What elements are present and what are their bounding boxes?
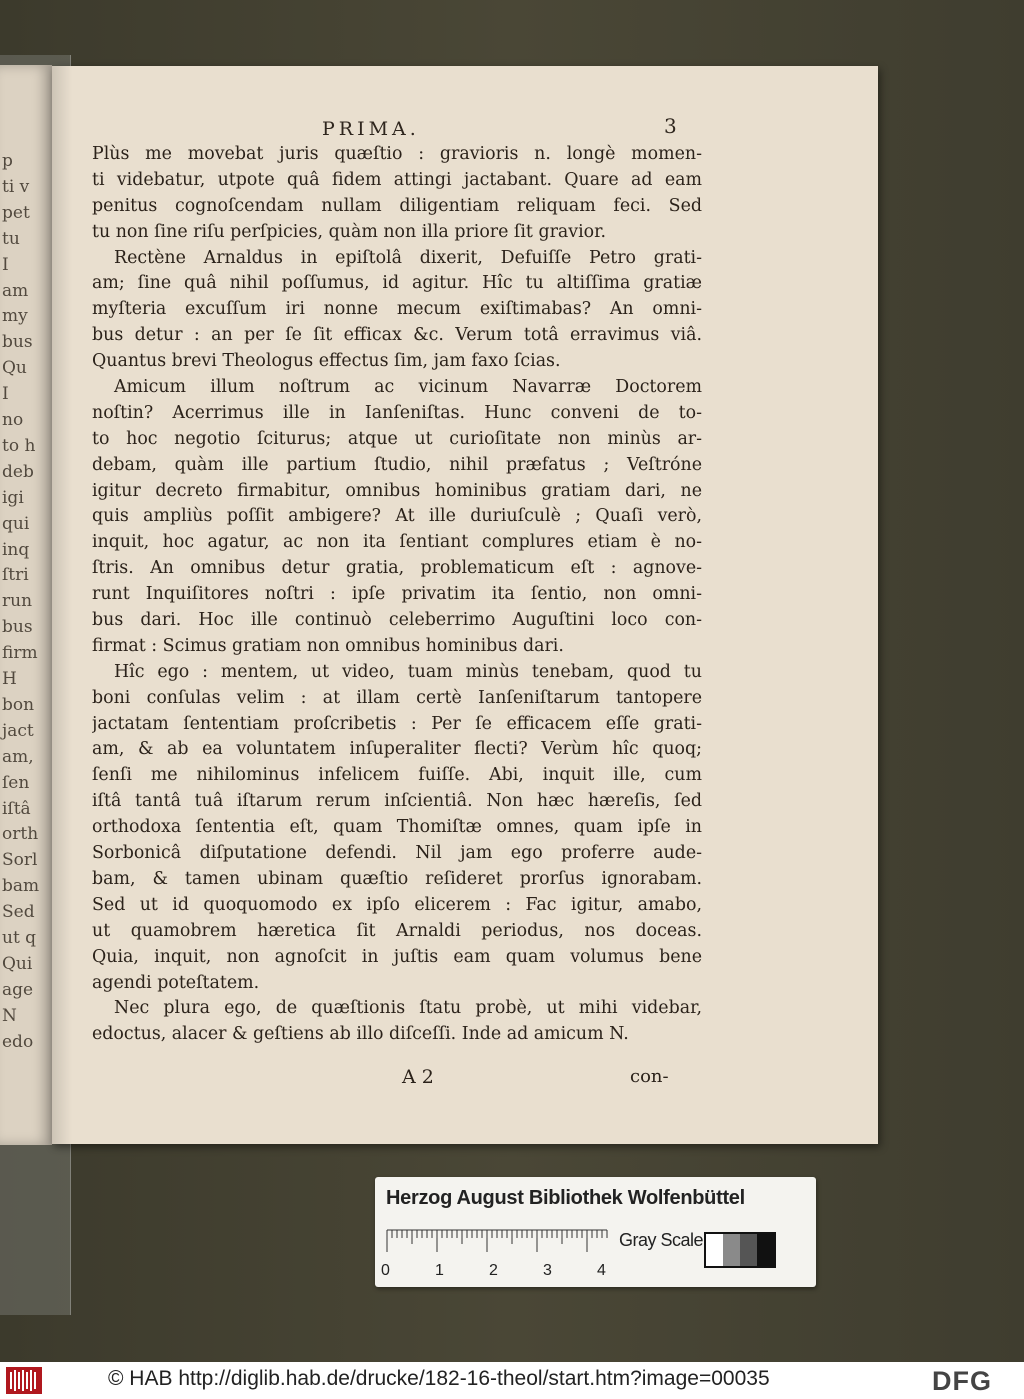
- facing-page-fragment: Sorl: [2, 850, 38, 871]
- facing-page-fragment: deb: [2, 461, 34, 482]
- ruler-number: 4: [597, 1262, 606, 1279]
- text-line: am; ſine quâ nihil poſſumus, id agitur. Hîc tu altiſſima gratiæ: [92, 273, 702, 294]
- facing-page-fragment: iſtâ: [2, 798, 31, 819]
- gray-scale-swatches: [704, 1232, 776, 1268]
- facing-page-fragment: orth: [2, 824, 39, 845]
- text-line: bam, & tamen ubinam quæſtio reſideret prorſus ignorabam.: [92, 868, 702, 889]
- library-name: Herzog August Bibliothek Wolfenbüttel: [386, 1187, 745, 1209]
- facing-page-fragment: age: [2, 979, 34, 1000]
- facing-page-fragment: bon: [2, 694, 35, 715]
- facing-page-fragment: I: [2, 254, 9, 275]
- facing-page-edge: [0, 65, 52, 1145]
- facing-page-fragment: my: [2, 306, 28, 327]
- text-line: am, & ab ea voluntatem inſuperaliter flecti? Verùm hîc quoq;: [92, 739, 702, 760]
- facing-page-fragment: bam: [2, 876, 40, 897]
- facing-page-fragment: H: [2, 669, 17, 689]
- text-line: Amicum illum noſtrum ac vicinum Navarræ Doctorem: [114, 377, 702, 398]
- facing-page-fragment: Qui: [2, 953, 33, 974]
- facing-page-fragment: I: [2, 384, 9, 405]
- text-line: Plùs me movebat juris quæſtio : gravioris n. longè momen-: [92, 144, 702, 164]
- facing-page-fragment: to h: [2, 435, 36, 456]
- text-line: inquit, hoc agatur, ac non ita ſentiant complures etiam è no-: [92, 532, 702, 553]
- hab-logo-icon: [6, 1367, 42, 1394]
- text-line: jactatam ſententiam proſcribetis : Per ſe efficacem eſſe grati-: [92, 713, 702, 734]
- facing-page-fragment: run: [2, 591, 33, 612]
- facing-page-fragment: no: [2, 410, 24, 430]
- facing-page-fragment: qui: [2, 513, 30, 534]
- facing-page-fragment: ſtri: [2, 565, 29, 586]
- text-line: igitur decreto firmabitur, omnibus hominibus gratiam dari, ne: [92, 480, 702, 501]
- facing-page-fragment: Sed: [2, 902, 35, 923]
- text-line: bus dari. Hoc ille continuò celeberrimo Auguſtini loco con-: [92, 610, 702, 631]
- text-line: ut quamobrem hæretica ſit Arnaldi periodus, nos doceas.: [92, 920, 702, 941]
- ruler-number: 1: [435, 1262, 444, 1279]
- text-line: orthodoxa ſententia eſt, quam Thomiſtæ omnes, quam ipſe in: [92, 817, 702, 838]
- running-head: PRIMA.: [322, 118, 420, 140]
- facing-page-fragment: ſen: [2, 772, 30, 793]
- facing-page-fragment: bus: [2, 617, 33, 638]
- catchword: con-: [630, 1066, 669, 1087]
- text-line: myſteria excuſſum iri nonne mecum exiſtimabas? An omni-: [92, 299, 702, 320]
- text-line: tu non ſine riſu perſpicies, quàm non illa priore ſit gravior.: [92, 221, 607, 242]
- facing-page-fragment: ut q: [2, 928, 37, 948]
- text-line: bus detur : an per ſe ſit efficax &c. Verum totâ erravimus viâ.: [92, 325, 702, 346]
- facing-page-fragment: firm: [2, 643, 38, 664]
- footer-bar: [0, 1362, 1024, 1399]
- page-number: 3: [664, 114, 677, 138]
- book-page: [52, 66, 878, 1144]
- text-line: to hoc negotio ſciturus; atque ut curioſitate non minùs ar-: [92, 428, 702, 449]
- text-line: noſtin? Acerrimus ille in Ianſeniſtas. Hunc conveni de to-: [92, 402, 702, 423]
- text-line: ſtris. An omnibus detur gratia, problematicum eſt : agnove-: [92, 558, 702, 579]
- text-line: ti videbatur, utpote quâ fidem attingi jactabant. Quare ad eam: [92, 169, 702, 190]
- gray-swatch: [706, 1234, 723, 1266]
- ruler-number: 2: [489, 1262, 498, 1279]
- dfg-logo: DFG: [932, 1366, 992, 1396]
- facing-page-fragment: N: [2, 1005, 17, 1026]
- text-line: Rectène Arnaldus in epiſtolâ dixerit, Defuiſſe Petro grati-: [114, 247, 702, 268]
- facing-page-fragment: am: [2, 280, 29, 301]
- text-line: agendi poteſtatem.: [92, 972, 260, 993]
- text-line: firmat : Scimus gratiam non omnibus hominibus dari.: [92, 635, 564, 656]
- text-line: ſenſi me nihilominus infelicem fuiſſe. Abi, inquit ille, cum: [92, 765, 702, 786]
- gray-swatch: [740, 1234, 757, 1266]
- text-line: Quantus brevi Theologus effectus ſim, jam faxo ſcias.: [92, 351, 561, 372]
- ruler-number: 0: [381, 1262, 390, 1279]
- text-line: Hîc ego : mentem, ut video, tuam minùs tenebam, quod tu: [114, 661, 702, 682]
- text-line: Nec plura ego, de quæſtionis ſtatu probè, ut mihi videbar,: [114, 998, 702, 1019]
- text-line: quis ampliùs poſſit ambigere? At ille duriuſculè ; Quaſi verò,: [92, 506, 702, 527]
- text-line: Quia, inquit, non agnoſcit in juſtis eam quam volumus bene: [92, 946, 702, 967]
- copyright-url: © HAB http://diglib.hab.de/drucke/182-16-theol/start.htm?image=00035: [108, 1367, 770, 1390]
- gray-swatch: [757, 1234, 774, 1266]
- facing-page-fragment: jact: [2, 720, 34, 741]
- text-line: Sed ut id quoquomodo ex ipſo elicerem : Fac igitur, amabo,: [92, 894, 702, 915]
- facing-page-fragment: Qu: [2, 358, 27, 379]
- facing-page-fragment: edo: [2, 1031, 34, 1052]
- text-line: runt Inquiſitores noſtri : ipſe privatim ita ſentio, non omni-: [92, 584, 702, 605]
- facing-page-fragment: bus: [2, 332, 33, 353]
- facing-page-fragment: inq: [2, 539, 30, 560]
- gray-swatch: [723, 1234, 740, 1266]
- color-reference-card: [375, 1177, 816, 1287]
- body-text: [92, 142, 702, 1048]
- facing-page-fragment: tu: [2, 228, 20, 249]
- text-line: debam, quàm ille partium ſtudio, nihil præfatus ; Veſtróne: [92, 454, 702, 475]
- text-line: edoctus, alacer & geſtiens ab illo diſceſſi. Inde ad amicum N.: [92, 1024, 629, 1045]
- text-line: Sorbonicâ diſputatione defendi. Nil jam ego proferre aude-: [92, 843, 702, 864]
- text-line: iſtâ tantâ tuâ iſtarum rerum inſcientiâ. Non hæc hæreſis, ſed: [92, 791, 702, 812]
- ruler-number: 3: [543, 1262, 552, 1279]
- facing-page-fragment: pet: [2, 202, 30, 223]
- measurement-ruler: [385, 1228, 613, 1258]
- text-line: penitus cognoſcendam nullam diligentiam reliquam feci. Sed: [92, 195, 702, 216]
- signature-mark: A 2: [402, 1066, 434, 1088]
- ruler-scale-numbers: [381, 1262, 621, 1282]
- facing-page-fragment: igi: [2, 487, 24, 508]
- facing-page-fragment: p: [2, 151, 13, 171]
- gray-scale-label: Gray Scale: [619, 1230, 704, 1250]
- text-line: boni conſulas velim : at illam certè Ianſeniſtarum tantopere: [92, 687, 702, 708]
- facing-page-fragment: am,: [2, 746, 34, 767]
- facing-page-fragment: ti v: [2, 176, 30, 197]
